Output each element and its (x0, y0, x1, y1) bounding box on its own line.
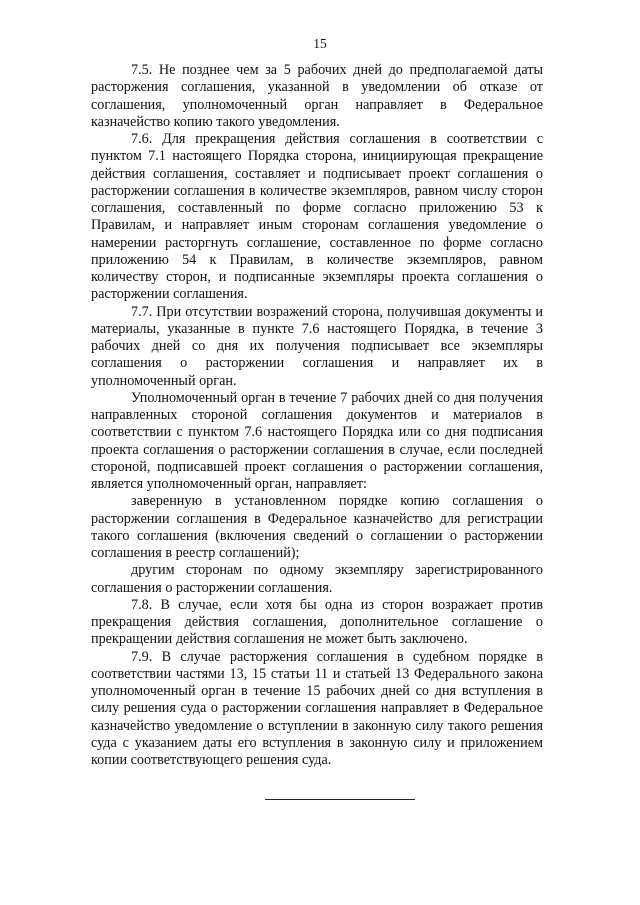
paragraph-other-parties: другим сторонам по одному экземпляру зарегистрированного соглашения о расторжении соглашения. (91, 562, 543, 596)
end-separator-line (265, 799, 415, 800)
paragraph-authorized-body: Уполномоченный орган в течение 7 рабочих дней со дня получения направленных стороной соглашения документов и материалов в соответствии с пунктом 7.6 настоящего Порядка или со дня подписания проекта соглашения о расторжении соглашения в случае, если последней стороной, подписавшей проект соглашения о расторжении соглашения, является уполномоченный орган, направляет: (91, 389, 543, 492)
paragraph-7-8: 7.8. В случае, если хотя бы одна из сторон возражает против прекращения действия соглашения, дополнительное соглашение о прекращении действия соглашения не может быть заключено. (91, 596, 543, 648)
paragraph-certified-copy: заверенную в установленном порядке копию соглашения о расторжении соглашения в Федеральное казначейство для регистрации такого соглашения (включения сведений о соглашении о расторжении соглашения в реестр соглашений); (91, 493, 543, 561)
document-body (91, 62, 543, 769)
page-number: 15 (313, 36, 327, 51)
paragraph-7-9: 7.9. В случае расторжения соглашения в судебном порядке в соответствии частями 13, 15 статьи 11 и статьей 13 Федерального закона уполномоченный орган в течение 15 рабочих дней со дня вступления в силу решения суда о расторжении соглашения направляет в Федеральное казначейство уведомление о вступлении в законную силу такого решения суда с указанием даты его вступления в законную силу и приложением копии соответствующего решения суда. (91, 648, 543, 768)
paragraph-7-6: 7.6. Для прекращения действия соглашения в соответствии с пунктом 7.1 настоящего Порядка сторона, инициирующая прекращение действия соглашения, составляет и подписывает проект соглашения о расторжении соглашения в количестве экземпляров, равном числу сторон соглашения, составленный по форме согласно приложению 53 к Правилам, и направляет иным сторонам соглашения уведомление о намерении расторгнуть соглашение, составленное по форме согласно приложению 54 к Правилам, в количестве экземпляров, равном количеству сторон, и подписанные экземпляры проекта соглашения о расторжении соглашения. (91, 131, 543, 303)
paragraph-7-7: 7.7. При отсутствии возражений сторона, получившая документы и материалы, указанные в пункте 7.6 настоящего Порядка, в течение 3 рабочих дней со дня их получения подписывает все экземпляры соглашения о расторжении соглашения и направляет их в уполномоченный орган. (91, 303, 543, 389)
paragraph-7-5: 7.5. Не позднее чем за 5 рабочих дней до предполагаемой даты расторжения соглашения, указанной в уведомлении об отказе от соглашения, уполномоченный орган направляет в Федеральное казначейство копию такого уведомления. (91, 62, 543, 130)
